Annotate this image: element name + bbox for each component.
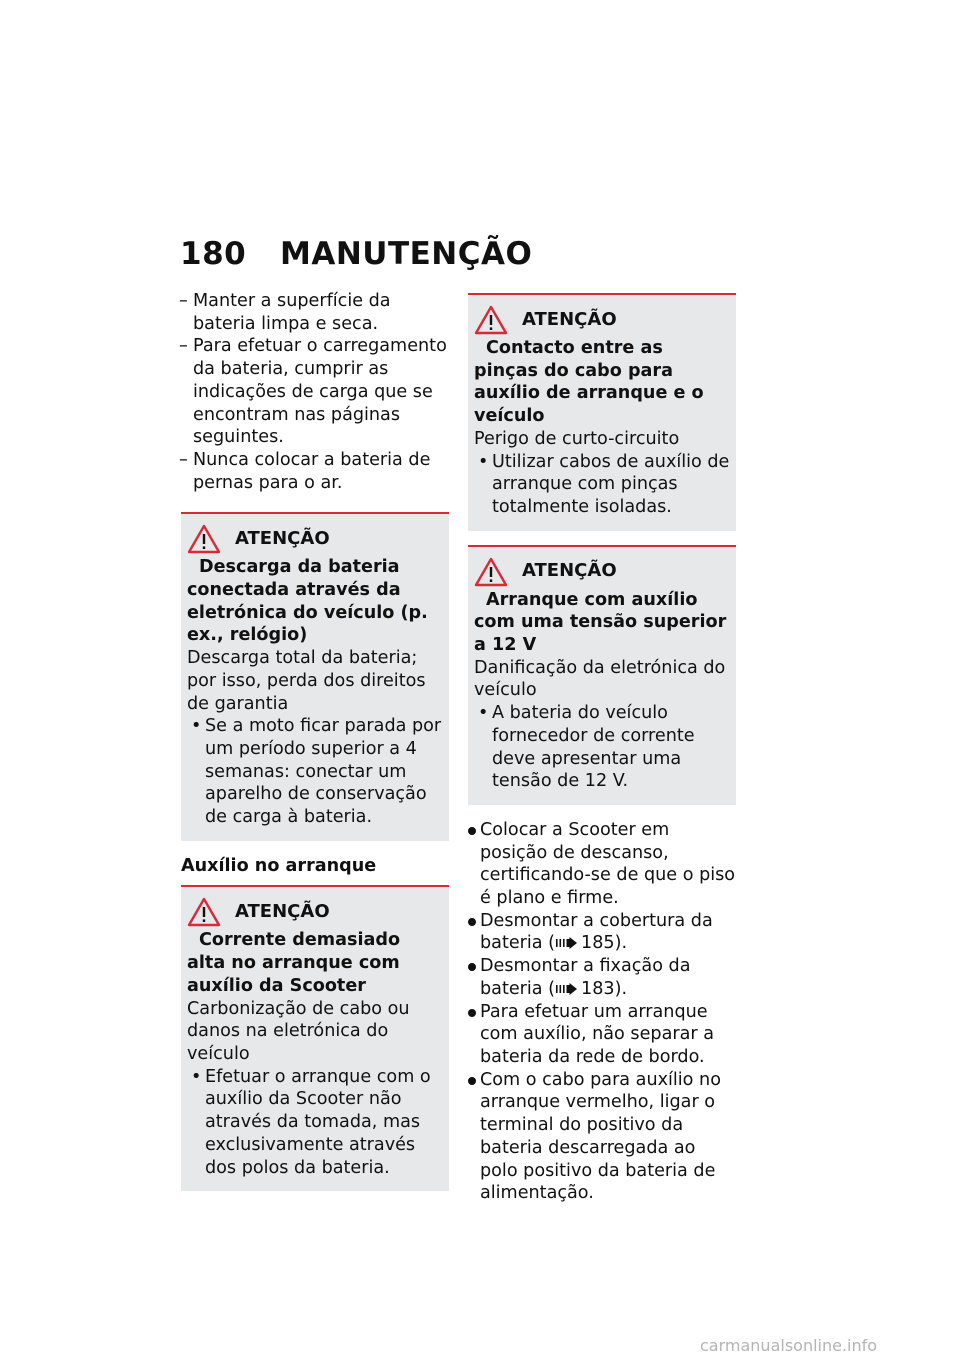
warning-bullet: • Se a moto ficar parada por um período superior a 4 semanas: conectar um aparelho de conservação de carga à bateria.: [187, 715, 443, 829]
list-item: – Para efetuar o carregamento da bateria, cumprir as indicações de carga que se encontram nas páginas seguintes.: [181, 335, 449, 449]
warning-title: ATENÇÃO: [522, 308, 617, 330]
warning-body: Danificação da eletrónica do veículo: [474, 657, 726, 701]
page-number: 180: [180, 236, 247, 272]
list-item: – Manter a superfície da bateria limpa e seca.: [181, 290, 449, 335]
step-text: Desmontar a fixação da bateria (: [480, 956, 691, 999]
page-reference[interactable]: 185: [581, 933, 615, 954]
warning-title: ATENÇÃO: [235, 901, 330, 923]
page-reference[interactable]: 183: [581, 978, 615, 999]
page-reference-arrow-icon: [555, 936, 581, 950]
warning-bullet: • Efetuar o arranque com o auxílio da Scooter não através da tomada, mas exclusivamente através dos polos da bateria.: [187, 1066, 443, 1180]
warning-subtitle: Descarga da bateria conectada através da eletrónica do veículo (p. ex., relógio): [187, 557, 428, 646]
warning-bullet: • A bateria do veículo fornecedor de corrente deve apresentar uma tensão de 12 V.: [474, 702, 730, 793]
warning-box-clamp-contact: [468, 293, 736, 531]
list-item: – Nunca colocar a bateria de pernas para o ar.: [181, 449, 449, 494]
step-text: Desmontar a cobertura da bateria (: [480, 910, 713, 954]
warning-triangle-icon: [474, 557, 508, 587]
warning-title: ATENÇÃO: [522, 560, 617, 582]
warning-bullet: • Utilizar cabos de auxílio de arranque com pinças totalmente isoladas.: [474, 451, 730, 519]
right-column: [468, 293, 736, 1205]
section-title: Auxílio no arranque: [181, 855, 377, 876]
warning-box-high-current: [181, 885, 449, 1191]
step-item: [468, 955, 736, 1000]
page-reference-arrow-icon: [555, 982, 581, 996]
page-header: [180, 236, 532, 272]
warning-triangle-icon: [187, 524, 221, 554]
warning-triangle-icon: [474, 305, 508, 335]
warning-header: [187, 524, 443, 554]
warning-body: Carbonização de cabo ou danos na eletrónica do veículo: [187, 998, 410, 1064]
warning-box-battery-discharge: [181, 512, 449, 840]
step-item: [468, 910, 736, 955]
warning-subtitle: Contacto entre as pinças do cabo para auxílio de arranque e o veículo: [474, 338, 704, 427]
warning-body: Descarga total da bateria; por isso, perda dos direitos de garantia: [187, 648, 426, 714]
warning-subtitle: Corrente demasiado alta no arranque com auxílio da Scooter: [187, 930, 401, 996]
step-item: Para efetuar um arranque com auxílio, não separar a bateria da rede de bordo.: [468, 1001, 736, 1069]
step-text-end: ).: [614, 933, 628, 954]
warning-header: [474, 557, 730, 587]
step-item: Colocar a Scooter em posição de descanso, certificando-se de que o piso é plano e firme.: [468, 819, 736, 910]
warning-header: [187, 897, 443, 927]
warning-header: [474, 305, 730, 335]
watermark: carmanualsonline.info: [700, 1336, 878, 1355]
warning-body: Perigo de curto-circuito: [474, 428, 680, 449]
left-column: [181, 290, 449, 1205]
step-item: Com o cabo para auxílio no arranque vermelho, ligar o terminal do positivo da bateria descarregada ao polo positivo da bateria de alimentação.: [468, 1069, 736, 1205]
step-text-end: ).: [614, 978, 628, 999]
page-title: MANUTENÇÃO: [280, 236, 533, 272]
warning-triangle-icon: [187, 897, 221, 927]
warning-title: ATENÇÃO: [235, 527, 330, 549]
warning-box-voltage: [468, 545, 736, 805]
warning-subtitle: Arranque com auxílio com uma tensão superior a 12 V: [474, 589, 727, 656]
